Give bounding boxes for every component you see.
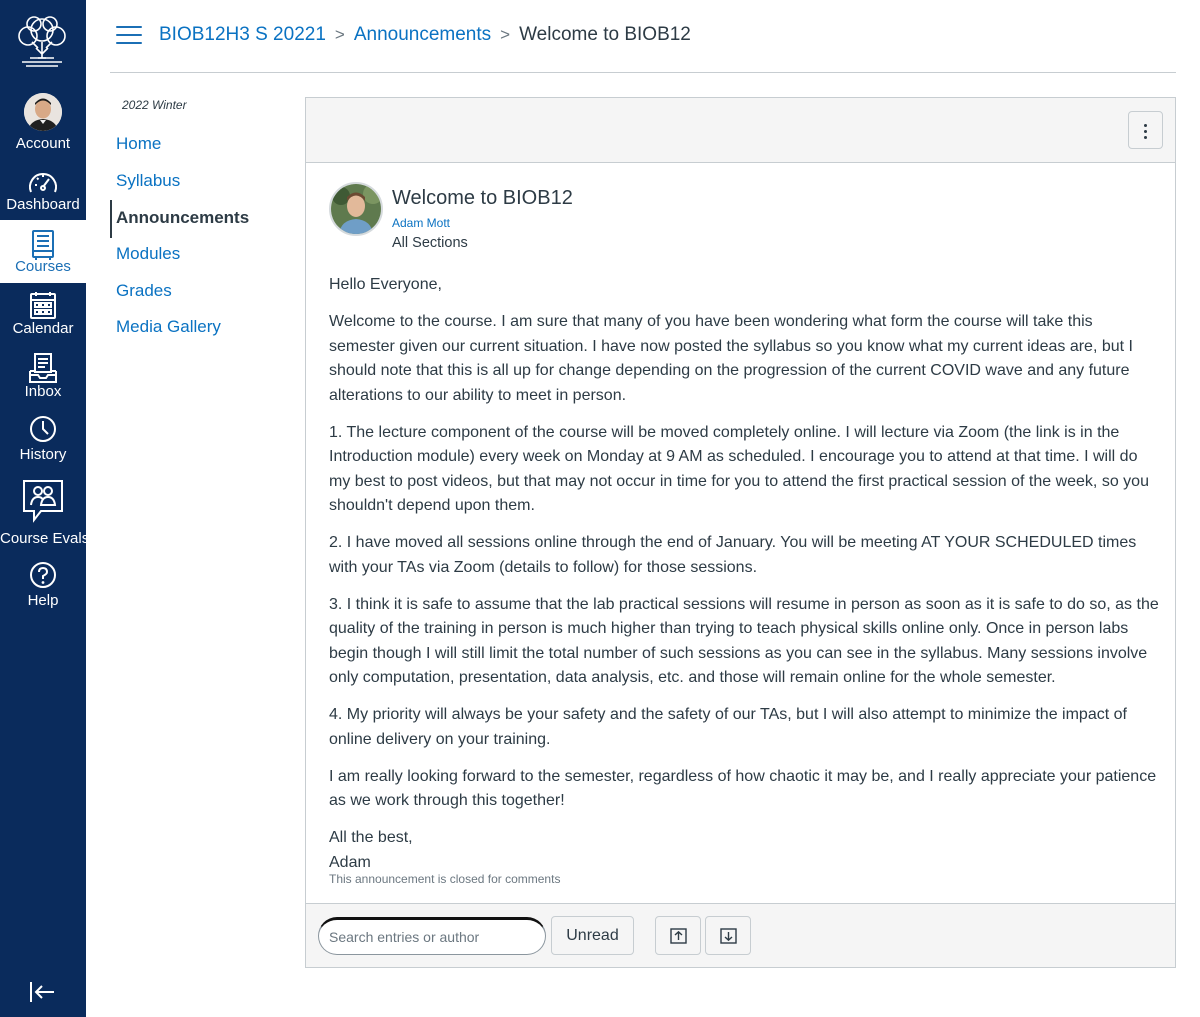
search-entries-input[interactable] [318, 917, 546, 955]
body-paragraph: 2. I have moved all sessions online through the end of January. You will be meeting AT YOUR SCHEDULED times with your TAs via Zoom (details to follow) for those sessions. [329, 534, 1137, 576]
nav-courses[interactable] [0, 220, 86, 283]
breadcrumb-separator-icon: > [334, 25, 345, 44]
comments-closed-note: This announcement is closed for comments [329, 872, 561, 886]
course-term: 2022 Winter [122, 98, 187, 112]
course-nav-home[interactable]: Home [116, 134, 162, 153]
nav-account-label: Account [15, 135, 71, 152]
nav-account[interactable] [0, 93, 86, 161]
nav-course-evals[interactable] [0, 476, 90, 548]
nav-calendar-label: Calendar [12, 320, 74, 337]
nav-help-label: Help [27, 592, 59, 609]
collapse-nav-icon[interactable] [28, 978, 58, 1006]
nav-courses-label: Courses [15, 258, 71, 275]
global-navigation [0, 0, 90, 1017]
nav-inbox[interactable] [0, 351, 86, 411]
discussion-toolbar [306, 903, 1175, 967]
announcement-title: Welcome to BIOB12 [392, 187, 573, 209]
author-avatar[interactable] [329, 182, 383, 236]
course-nav-announcements[interactable]: Announcements [116, 208, 250, 227]
person-photo-icon [24, 93, 62, 131]
help-question-icon [25, 560, 61, 596]
nav-history-label: History [19, 446, 67, 463]
collapse-button[interactable] [705, 916, 751, 955]
nav-inbox-label: Inbox [24, 383, 62, 400]
nav-dashboard[interactable] [0, 166, 86, 224]
inbox-tray-icon [25, 351, 61, 387]
panel-toolbar [306, 98, 1175, 163]
nav-course-evals-label: Course Evals [0, 530, 90, 547]
body-paragraph: 3. I think it is safe to assume that the lab practical sessions will resume in person as soon as it is safe to do so, as the quality of the training in person is much higher than trying to teach physical skills online only. Once in person labs begin though I will still limit the total number of such sessions as you can see in the syllabus. Many sessions involve only computation, presentation, data analysis, etc. and those will remain online for the whole semester. [329, 595, 1159, 686]
announcement-body [329, 273, 1159, 875]
page-header [110, 0, 1176, 73]
university-tree-logo-icon[interactable] [14, 12, 70, 70]
account-avatar [24, 93, 62, 131]
body-paragraph: 1. The lecture component of the course will be moved completely online. I will lecture via Zoom (the link is in the Introduction module) every week on Monday at 9 AM as scheduled. I encourage you to attend at that time. I will do my best to post videos, but that may not occur in time for you to attend the first practical session of the week, so you shouldn't depend upon them. [329, 423, 1149, 514]
nav-help[interactable] [0, 560, 86, 615]
breadcrumb-course-link[interactable]: BIOB12H3 S 20221 [159, 24, 326, 45]
course-nav-syllabus[interactable]: Syllabus [116, 171, 181, 190]
body-greeting: Hello Everyone, [329, 276, 442, 293]
course-nav-media-gallery[interactable]: Media Gallery [116, 317, 221, 336]
course-nav-modules[interactable]: Modules [116, 244, 181, 263]
expand-button[interactable] [655, 916, 701, 955]
body-paragraph: 4. My priority will always be your safety and the safety of our TAs, but I will also attempt to minimize the impact of online delivery on your training. [329, 706, 1127, 748]
body-signature: Adam [329, 853, 371, 871]
announcement-sections: All Sections [392, 235, 468, 251]
course-evals-people-icon [21, 478, 65, 524]
breadcrumb-announcements-link[interactable]: Announcements [353, 24, 492, 45]
author-photo-icon [331, 184, 381, 234]
course-nav-grades[interactable]: Grades [116, 281, 172, 300]
breadcrumb [159, 24, 691, 46]
body-signoff: All the best, [329, 829, 413, 846]
announcement-panel [305, 97, 1176, 968]
unread-filter-button[interactable]: Unread [551, 916, 634, 955]
nav-dashboard-label: Dashboard [6, 196, 80, 213]
body-paragraph: I am really looking forward to the semester, regardless of how chaotic it may be, and I really appreciate your patience as we work through this together! [329, 767, 1157, 809]
nav-history[interactable] [0, 413, 86, 473]
nav-calendar[interactable] [0, 289, 86, 349]
announcement-author-link[interactable]: Adam Mott [392, 216, 451, 230]
active-indicator [110, 200, 112, 238]
arrow-up-box-icon [670, 928, 687, 944]
breadcrumb-separator-icon: > [500, 25, 511, 44]
options-menu-kebab-icon[interactable] [1128, 111, 1163, 149]
body-paragraph: Welcome to the course. I am sure that many of you have been wondering what form the course will take this semester given our current situation. I have now posted the syllabus so you know what my current ideas are, but I should note that this is all up for change depending on the progression of the current COVID wave and any future alterations to our ability to meet in person. [329, 313, 1133, 404]
arrow-down-box-icon [720, 928, 737, 944]
history-clock-icon [25, 413, 61, 449]
course-menu-hamburger-icon[interactable] [116, 26, 142, 46]
breadcrumb-current: Welcome to BIOB12 [519, 24, 691, 45]
